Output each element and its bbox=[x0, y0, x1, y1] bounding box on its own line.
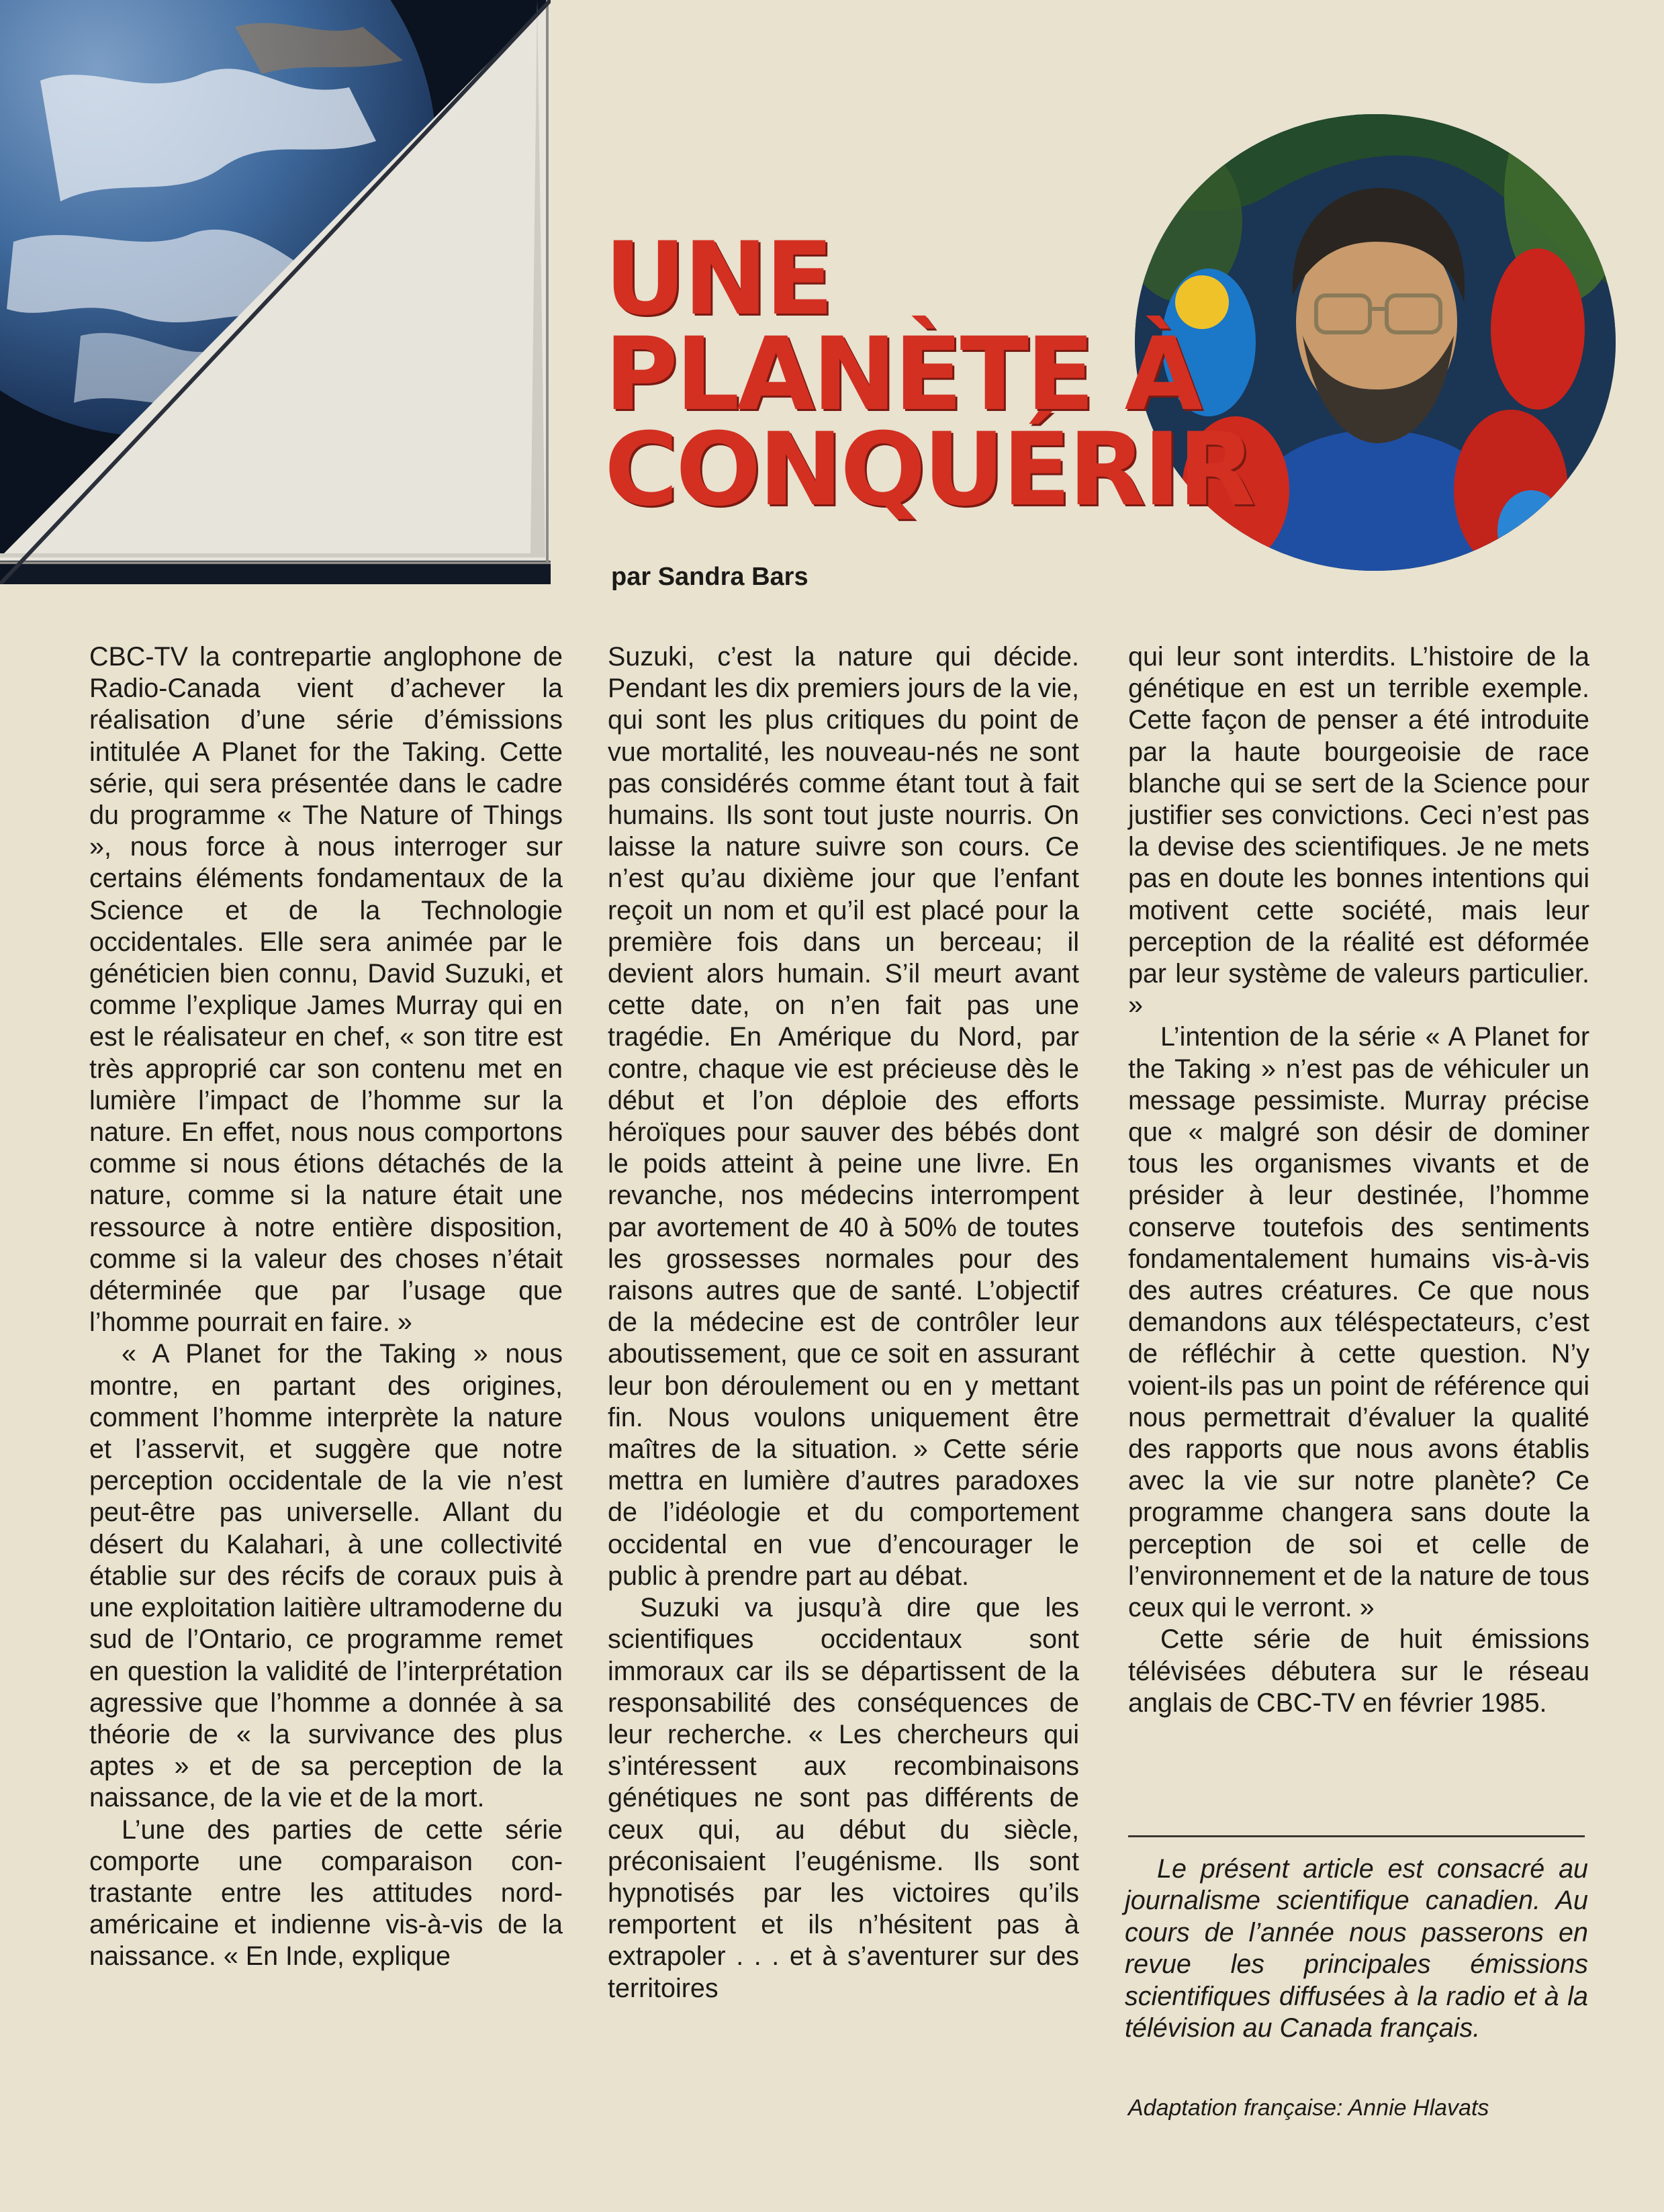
paragraph: Suzuki, c’est la nature qui décide. Pendant les dix premiers jours de la vie, qui sont les plus critiques du point de vue mortalité, les nouveau-nés ne sont pas considérés comme étant tout à fait humains. Ils sont tout juste nourris. On laisse la nature suivre son cours. Ce n’est qu’au dixième jour que l’enfant reçoit un nom et qu’il est placé pour la première fois dans un berceau; il devient alors humain. S’il meurt avant cette date, on n’en fait pas une tragédie. En Amérique du Nord, par contre, chaque vie est précieuse dès le début et l’on déploie des efforts héroïques pour sauver des bébés dont le poids atteint à peine une livre. En revanche, nos médecins interrompent par avortement de 40 à 50% de toutes les grossesses normales pour des raisons autres que de santé. L’objectif de la médecine est de contrôler leur aboutissement, que ce soit en assurant leur bon déroulement ou en y mettant fin. Nous voulons uniquement être maîtres de la situation. » Cette série mettra en lumière d’autres paradoxes de l’idéologie et du comportement occidental en vue d’encourager le public à prendre part au débat. bbox=[608, 642, 1079, 1591]
translation-credit: Adaptation française: Annie Hlavats bbox=[1128, 2095, 1489, 2121]
paragraph: qui leur sont interdits. L’histoire de la génétique en est un terrible exemple. Cette façon de penser a été introduite par la haute bourgeoisie de race blanche qui se sert de la Science pour justifier ses convictions. Ceci n’est pas la devise des scientifiques. Je ne mets pas en doute les bonnes intentions qui motivent cette société, mais leur perception de la réalité est déformée par leur système de valeurs particulier. » bbox=[1128, 642, 1589, 1021]
paragraph: L’une des parties de cette série comporte une comparaison contrastante entre les attitudes nord-américaine et indienne vis-à-vis de la naissance. « En Inde, explique bbox=[89, 1814, 563, 1972]
byline: par Sandra Bars bbox=[611, 563, 808, 591]
paragraph: Cette série de huit émissions télévisées débutera sur le réseau anglais de CBC-TV en février 1985. bbox=[1128, 1624, 1589, 1718]
title-line-3: CONQUÉRIR bbox=[604, 412, 1253, 528]
divider-rule bbox=[1128, 1835, 1585, 1837]
article-column-1 bbox=[89, 641, 563, 1973]
editorial-note: Le présent article est consacré au journalisme scientifique canadien. Au cours de l’année nous passerons en revue les principales émissions scientifiques diffusées à la radio et à la télévision au Canada français. bbox=[1125, 1854, 1588, 2043]
paragraph: CBC-TV la contrepartie anglophone de Radio-Canada vient d’achever la réalisation d’une série d’émissions intitulée A Planet for the Taking. Cette série, qui sera présentée dans le cadre du programme « The Nature of Things », nous force à nous interroger sur certains éléments fondamentaux de la Science et de la Technologie occidentales. Elle sera animée par le généticien bien connu, David Suzuki, et comme l’explique James Murray qui en est le réalisateur en chef, « son titre est très approprié car son contenu met en lumière l’impact de l’homme sur la nature. En effet, nous nous comportons comme si nous étions détachés de la nature, comme si la nature était une ressource à notre entière disposition, comme si la valeur des choses n’était déterminée que par l’usage que l’homme pourrait en faire. » bbox=[89, 642, 563, 1338]
article-column-3 bbox=[1128, 641, 1589, 1719]
article-column-2 bbox=[608, 641, 1079, 2004]
title-line-1: UNE bbox=[604, 221, 831, 338]
article-title bbox=[604, 221, 1276, 528]
earth-photo bbox=[0, 0, 551, 584]
paragraph: Suzuki va jusqu’à dire que les scientifiques occidentaux sont immoraux car ils se départissent de la responsabilité des conséquences de leur recherche. « Les chercheurs qui s’intéressent aux recombinaisons génétiques ne sont pas différents de ceux qui, au début du siècle, préconisaient l’eugénisme. Ils sont hypnotisés par les victoires qu’ils remportent et ils n’hésitent pas à extrapoler . . . et à s’aventurer sur des territoires bbox=[608, 1593, 1079, 2003]
paragraph: « A Planet for the Taking » nous montre, en partant des origines, comment l’homme interprète la nature et l’asservit, et suggère que notre perception occidentale de la vie n’est peut-être pas universelle. Allant du désert du Kalahari, à une collectivité établie sur des récifs de coraux puis à une exploitation laitière ultramoderne du sud de l’Ontario, ce programme remet en question la validité de l’interprétation agressive que l’homme a donnée à sa théorie de « la survivance des plus aptes » et de sa perception de la naissance, de la vie et de la mort. bbox=[89, 1339, 563, 1813]
paragraph: L’intention de la série « A Planet for the Taking » n’est pas de véhiculer un message pessimiste. Murray précise que « malgré son désir de dominer tous les organismes vivants et de présider à leur destinée, l’homme conserve toutefois des sentiments fondamentalement humains vis-à-vis des autres créatures. Ce que nous demandons aux téléspectateurs, c’est de réfléchir à cette question. N’y voient-ils pas un point de référence qui nous permettrait d’évaluer la qualité des rapports que nous avons établis avec la vie sur notre planète? Ce programme changera sans doute la perception de soi et celle de l’environnement et de la nature de tous ceux qui le verront. » bbox=[1128, 1022, 1589, 1623]
title-line-2: PLANÈTE À bbox=[604, 316, 1200, 433]
